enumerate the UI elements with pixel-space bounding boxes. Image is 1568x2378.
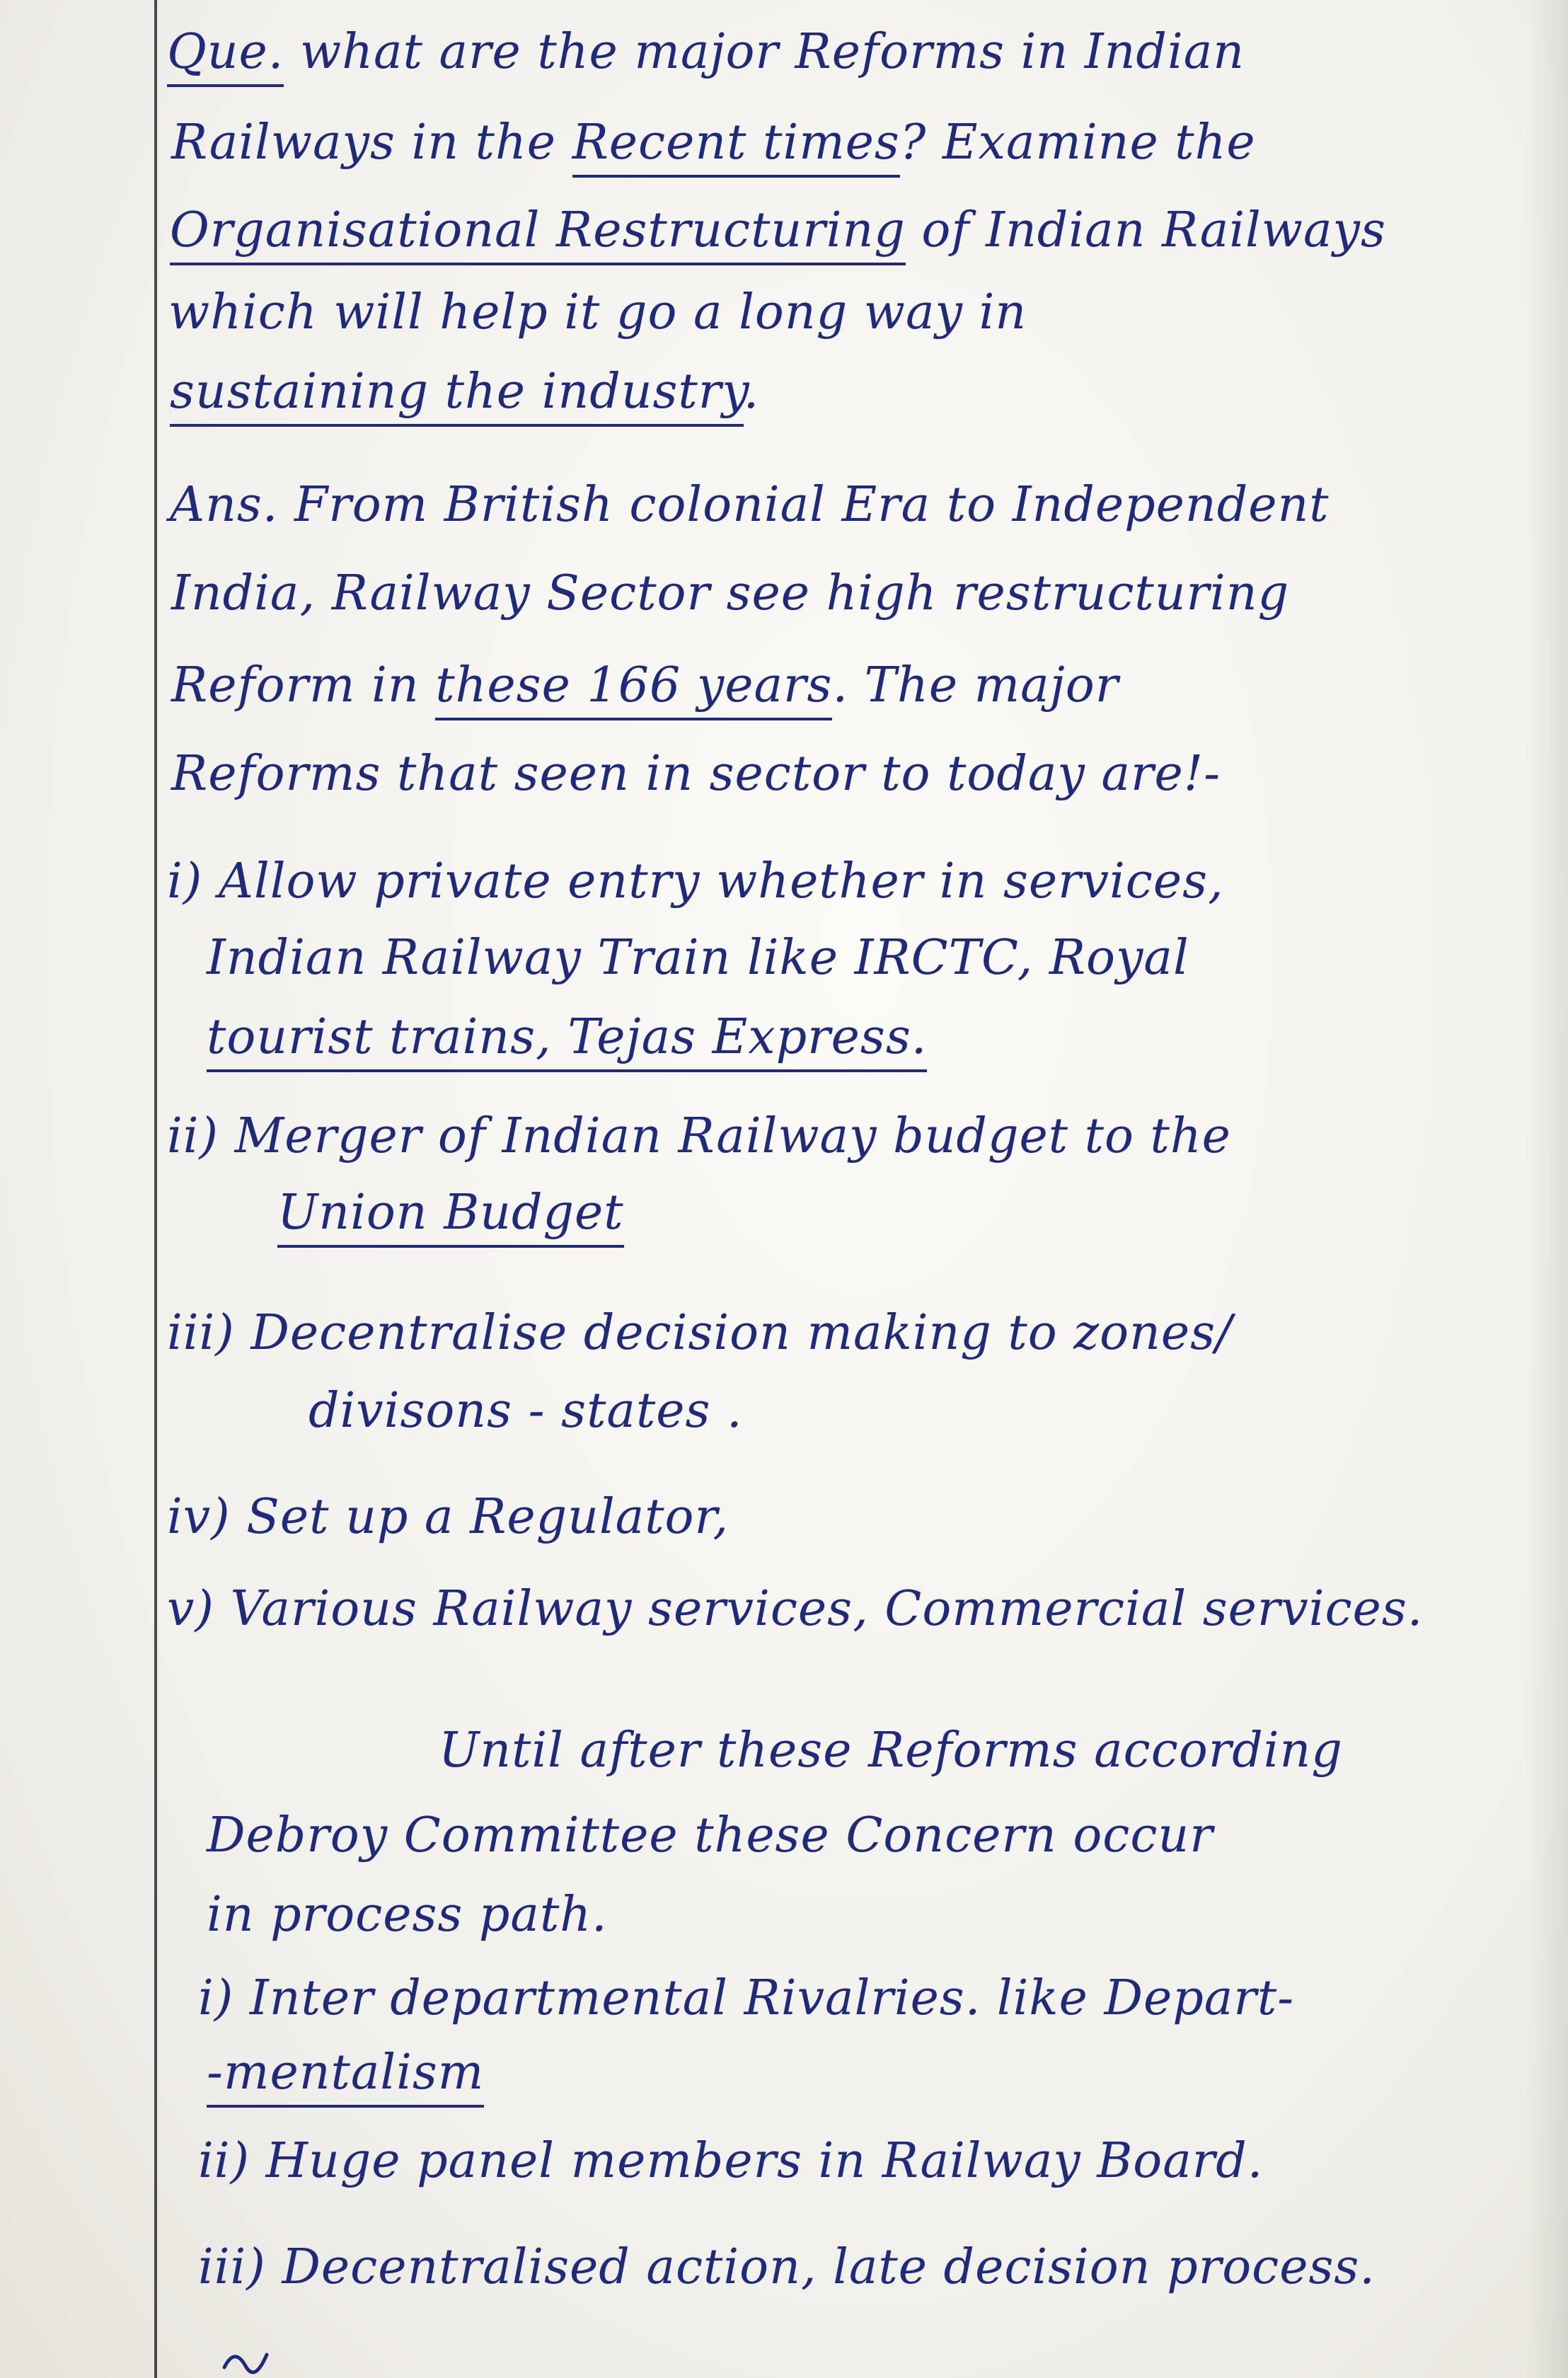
- list-item-text: Union Budget: [277, 1185, 624, 1248]
- page-edge-shadow: [1526, 0, 1568, 2378]
- reform-item-5: [167, 1581, 1424, 1637]
- answer-text: . The major: [832, 657, 1119, 713]
- list-item-text: v) Various Railway services, Commercial services.: [167, 1581, 1424, 1637]
- question-line-1: [167, 24, 1245, 80]
- underlined-phrase: these 166 years: [435, 657, 832, 720]
- paragraph-text: Debroy Committee these Concern occur: [207, 1808, 1214, 1863]
- margin-line: [154, 0, 157, 2378]
- reform-item-2-line-2: [277, 1185, 624, 1241]
- concern-item-1-line-1: [198, 1970, 1295, 2026]
- concern-item-3: [198, 2239, 1376, 2295]
- concern-item-2: [198, 2133, 1264, 2189]
- paragraph-line-1: [439, 1723, 1343, 1779]
- question-text: what are the major Reforms in Indian: [284, 24, 1245, 80]
- answer-line-4: [171, 746, 1221, 802]
- list-item-text: -mentalism: [207, 2045, 484, 2108]
- reform-item-4: [167, 1489, 730, 1545]
- question-line-4: [168, 285, 1027, 340]
- reform-item-2-line-1: [167, 1108, 1231, 1164]
- underlined-phrase: Recent times: [572, 115, 900, 178]
- paragraph-text: in process path.: [207, 1887, 608, 1943]
- question-line-5: [170, 364, 760, 420]
- list-item-text: Indian Railway Train like IRCTC, Royal: [207, 930, 1189, 986]
- underlined-phrase: Organisational Restructuring: [170, 202, 906, 265]
- question-text: of Indian Railways: [905, 202, 1386, 258]
- concern-item-1-line-2: [207, 2045, 485, 2101]
- list-item-text: i) Allow private entry whether in services,: [167, 854, 1224, 909]
- answer-line-1: [170, 477, 1330, 533]
- answer-text: Reforms that seen in sector to today are!-: [171, 746, 1221, 802]
- paragraph-text: Until after these Reforms according: [439, 1723, 1343, 1779]
- list-item-text: ii) Merger of Indian Railway budget to the: [167, 1108, 1231, 1164]
- list-item-text: i) Inter departmental Rivalries. like Depart-: [198, 1970, 1295, 2026]
- pen-scribble-icon: [221, 2346, 270, 2374]
- answer-line-2: [171, 565, 1290, 621]
- list-item-text: iv) Set up a Regulator,: [167, 1489, 730, 1545]
- answer-text: Ans. From British colonial Era to Independent: [170, 477, 1330, 533]
- question-text: Railways in the: [171, 115, 572, 171]
- list-item-text: divisons - states .: [309, 1383, 743, 1439]
- question-text: which will help it go a long way in: [168, 285, 1027, 340]
- underlined-phrase: sustaining the industry: [170, 364, 744, 427]
- reform-item-1-line-3: [207, 1009, 928, 1065]
- question-label: Que.: [167, 24, 284, 87]
- answer-text: Reform in: [171, 657, 436, 713]
- question-text: ? Examine the: [899, 115, 1256, 171]
- reform-item-1-line-2: [207, 930, 1189, 986]
- reform-item-3-line-2: [309, 1383, 743, 1439]
- reform-item-3-line-1: [167, 1305, 1233, 1361]
- reform-item-1-line-1: [167, 854, 1224, 909]
- question-line-3: [170, 202, 1386, 258]
- question-text: .: [743, 364, 760, 420]
- answer-text: India, Railway Sector see high restructuring: [171, 565, 1290, 621]
- answer-line-3: [171, 657, 1119, 713]
- list-item-text: iii) Decentralise decision making to zones/: [167, 1305, 1233, 1361]
- list-item-text: tourist trains, Tejas Express.: [207, 1009, 927, 1072]
- paragraph-line-2: [207, 1808, 1214, 1863]
- list-item-text: iii) Decentralised action, late decision process.: [198, 2239, 1376, 2295]
- list-item-text: ii) Huge panel members in Railway Board.: [198, 2133, 1264, 2189]
- question-line-2: [171, 115, 1256, 171]
- paragraph-line-3: [207, 1887, 608, 1943]
